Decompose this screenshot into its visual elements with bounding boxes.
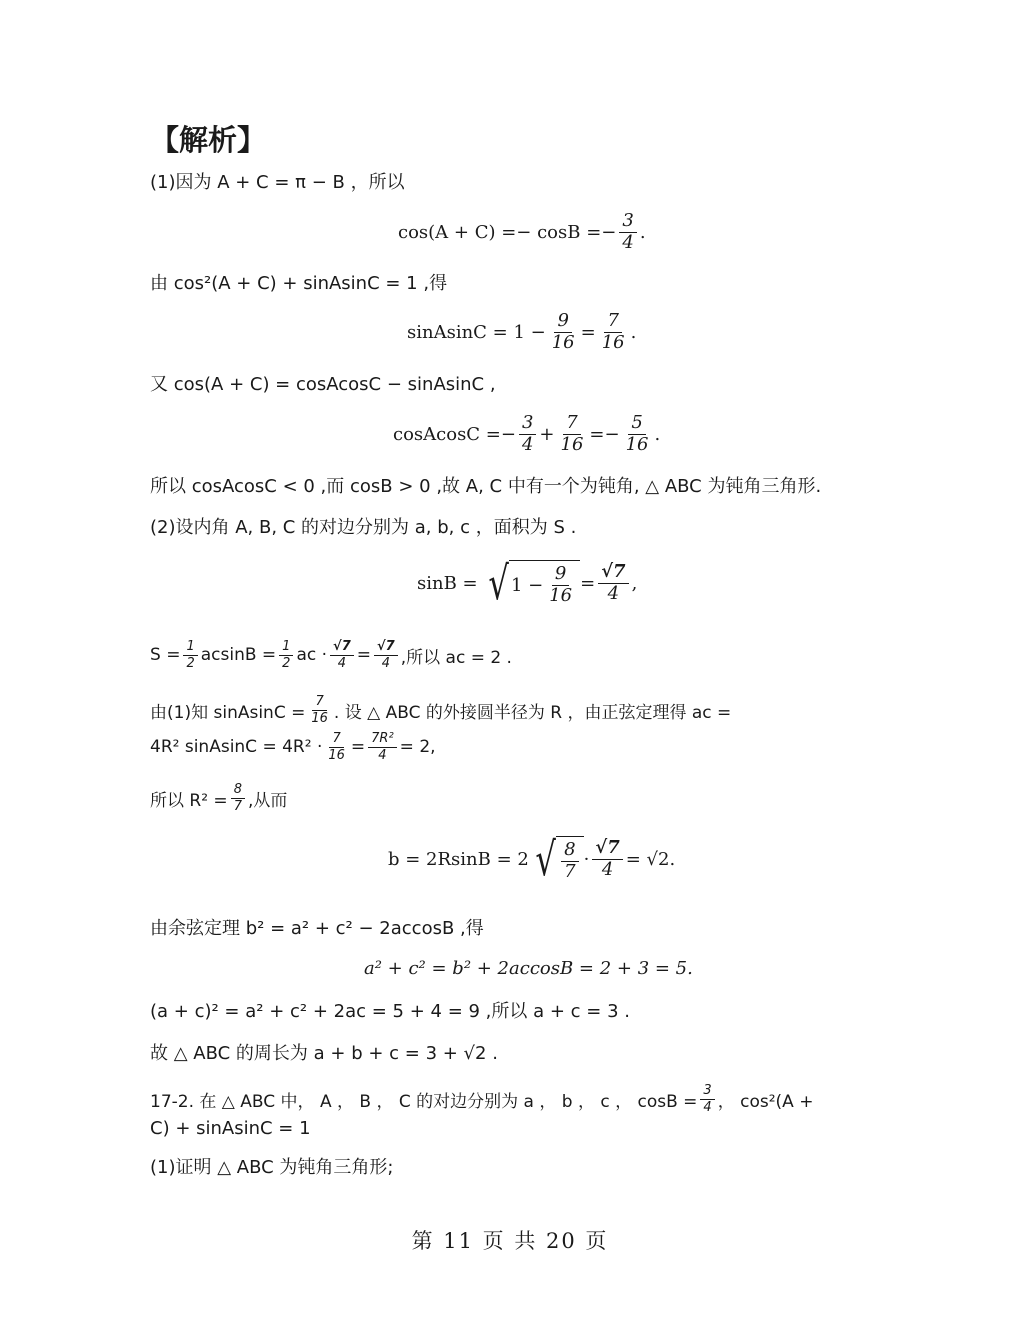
eq4-fraction xyxy=(598,560,628,604)
l6-fraction-4 xyxy=(374,640,398,670)
eq4-radicand-num: 9 xyxy=(552,565,569,586)
eq1-tail: . xyxy=(639,221,646,243)
eq3-num-3: 5 xyxy=(628,414,645,435)
l6-f1-den: 2 xyxy=(186,655,195,671)
eq3-plus: + xyxy=(539,423,555,445)
l7-f-num: 7 xyxy=(312,695,326,711)
l13-f-num: 3 xyxy=(700,1084,714,1100)
l6-f4-num: √7 xyxy=(374,640,398,656)
l6-f1-num: 1 xyxy=(183,640,197,656)
eq2-tail: . xyxy=(630,321,637,343)
l6-f3-num: √7 xyxy=(330,640,354,656)
l8-fraction-2 xyxy=(368,732,397,762)
text-line-6 xyxy=(150,640,512,670)
eq3-den-2: 16 xyxy=(560,433,584,455)
l6-f2-num: 1 xyxy=(279,640,293,656)
l6-part-e: ,所以 ac = 2 . xyxy=(400,647,512,668)
equation-1 xyxy=(398,212,646,253)
eq4-radicand-den: 16 xyxy=(549,584,573,606)
eq3-lhs: cosAcosC =− xyxy=(393,423,516,445)
text-line-10: 由余弦定理 b² = a² + c² − 2accosB ,得 xyxy=(150,918,484,939)
eq4-radicand-pre: 1 − xyxy=(510,574,544,596)
eq4-num: √7 xyxy=(598,563,628,584)
radical-sign: √ xyxy=(535,832,556,886)
l6-f3-den: 4 xyxy=(337,655,347,671)
eq3-den-1: 4 xyxy=(521,433,534,455)
l8-f2-num: 7R² xyxy=(368,732,397,748)
eq3-den-3: 16 xyxy=(625,433,649,455)
eq5-radical xyxy=(531,832,584,886)
text-line-2: 由 cos²(A + C) + sinAsinC = 1 ,得 xyxy=(150,273,448,294)
eq5-radicand-den: 7 xyxy=(564,860,576,882)
eq5-lhs: b = 2RsinB = 2 xyxy=(388,848,529,870)
text-line-13 xyxy=(150,1084,813,1114)
l6-part-c: ac · xyxy=(296,645,328,666)
eq2-equals: = xyxy=(580,321,596,343)
equation-2 xyxy=(407,312,636,353)
section-heading: 【解析】 xyxy=(150,123,267,157)
equation-6: a² + c² = b² + 2accosB = 2 + 3 = 5. xyxy=(364,958,693,979)
eq5-tail: = √2. xyxy=(625,848,676,870)
eq1-den: 4 xyxy=(622,231,634,253)
l6-f4-den: 4 xyxy=(381,655,390,671)
eq4-radical xyxy=(484,556,580,610)
l8-part-b: = xyxy=(350,737,366,758)
text-line-15: (1)证明 △ ABC 为钝角三角形; xyxy=(150,1157,394,1178)
eq4-den: 4 xyxy=(607,582,620,604)
eq3-fraction-3 xyxy=(623,414,652,455)
eq2-num-2: 7 xyxy=(604,312,621,333)
l6-f2-den: 2 xyxy=(282,655,291,671)
l7-part-a: 由(1)知 sinAsinC = xyxy=(150,702,306,723)
text-line-11: (a + c)² = a² + c² + 2ac = 5 + 4 = 9 ,所以 a + c = 3 . xyxy=(150,1001,630,1022)
l9-f-num: 8 xyxy=(231,783,245,799)
eq3-fraction-2 xyxy=(558,414,587,455)
l8-part-c: = 2, xyxy=(399,737,436,758)
l6-part-a: S = xyxy=(150,645,181,666)
l8-fraction-1 xyxy=(325,732,348,762)
eq5-fraction xyxy=(592,836,622,880)
text-line-1: (1)因为 A + C = π − B ，所以 xyxy=(150,172,405,193)
text-line-3: 又 cos(A + C) = cosAcosC − sinAsinC , xyxy=(150,374,496,395)
l6-fraction-1 xyxy=(183,640,197,670)
l7-fraction xyxy=(308,695,331,725)
text-line-8 xyxy=(150,732,436,762)
eq5-den: 4 xyxy=(601,858,614,880)
eq5-radicand-num: 8 xyxy=(561,841,578,862)
l8-part-a: 4R² sinAsinC = 4R² · xyxy=(150,737,323,758)
eq3-tail: . xyxy=(654,423,661,445)
page-footer: 第 11 页 共 20 页 xyxy=(411,1229,609,1253)
eq2-fraction-2 xyxy=(599,312,628,353)
l9-fraction xyxy=(231,783,245,813)
eq1-fraction xyxy=(619,212,636,253)
eq4-radicand xyxy=(509,560,580,606)
l6-part-d: = xyxy=(356,645,371,666)
eq3-num-1: 3 xyxy=(519,414,536,435)
text-line-12: 故 △ ABC 的周长为 a + b + c = 3 + √2 . xyxy=(150,1043,498,1064)
text-line-4: 所以 cosAcosC < 0 ,而 cosB > 0 ,故 A, C 中有一个为钝角, △ ABC 为钝角三角形. xyxy=(150,476,822,497)
eq5-dot: · xyxy=(583,848,590,870)
l9-f-den: 7 xyxy=(233,798,242,814)
eq4-equals: = xyxy=(580,572,596,594)
l6-fraction-3 xyxy=(330,640,354,670)
eq2-num-1: 9 xyxy=(554,312,571,333)
eq4-lhs: sinB = xyxy=(417,572,478,594)
equation-5 xyxy=(388,832,676,886)
l8-f1-den: 16 xyxy=(328,747,345,763)
eq5-num: √7 xyxy=(592,839,622,860)
equation-3 xyxy=(393,414,660,455)
eq3-num-2: 7 xyxy=(563,414,580,435)
eq2-fraction-1 xyxy=(549,312,578,353)
l7-part-b: . 设 △ ABC 的外接圆半径为 R ，由正弦定理得 ac = xyxy=(333,702,732,723)
text-line-5: (2)设内角 A, B, C 的对边分别为 a, b, c ，面积为 S . xyxy=(150,517,577,538)
l13-fraction xyxy=(700,1084,714,1114)
l8-f1-num: 7 xyxy=(329,732,343,748)
l13-f-den: 4 xyxy=(703,1099,712,1115)
eq2-den-2: 16 xyxy=(601,331,625,353)
l6-part-b: acsinB = xyxy=(200,645,277,666)
equation-4 xyxy=(417,556,638,610)
eq3-equals: =− xyxy=(589,423,620,445)
eq5-radicand-fraction xyxy=(561,838,578,882)
eq5-radicand xyxy=(556,836,583,882)
l13-part-a: 17-2. 在 △ ABC 中， A ， B ， C 的对边分别为 a ， b ， c ， cosB = xyxy=(150,1091,698,1112)
eq2-lhs: sinAsinC = 1 − xyxy=(407,321,546,343)
eq1-lhs: cos(A + C) =− cosB =− xyxy=(398,221,617,243)
eq3-fraction-1 xyxy=(519,414,536,455)
text-line-14: C) + sinAsinC = 1 xyxy=(150,1118,311,1139)
eq1-num: 3 xyxy=(619,212,636,233)
eq4-tail: , xyxy=(631,572,638,594)
eq4-radicand-fraction xyxy=(546,562,575,606)
l7-f-den: 16 xyxy=(311,710,328,726)
eq2-den-1: 16 xyxy=(551,331,575,353)
l8-f2-den: 4 xyxy=(378,747,387,763)
radical-sign: √ xyxy=(488,556,509,610)
l13-part-b: ， cos²(A + xyxy=(717,1091,814,1112)
l9-part-a: 所以 R² = xyxy=(150,790,228,811)
text-line-7 xyxy=(150,695,731,725)
text-line-9 xyxy=(150,783,287,813)
l9-part-b: ,从而 xyxy=(247,790,288,811)
l6-fraction-2 xyxy=(279,640,293,670)
